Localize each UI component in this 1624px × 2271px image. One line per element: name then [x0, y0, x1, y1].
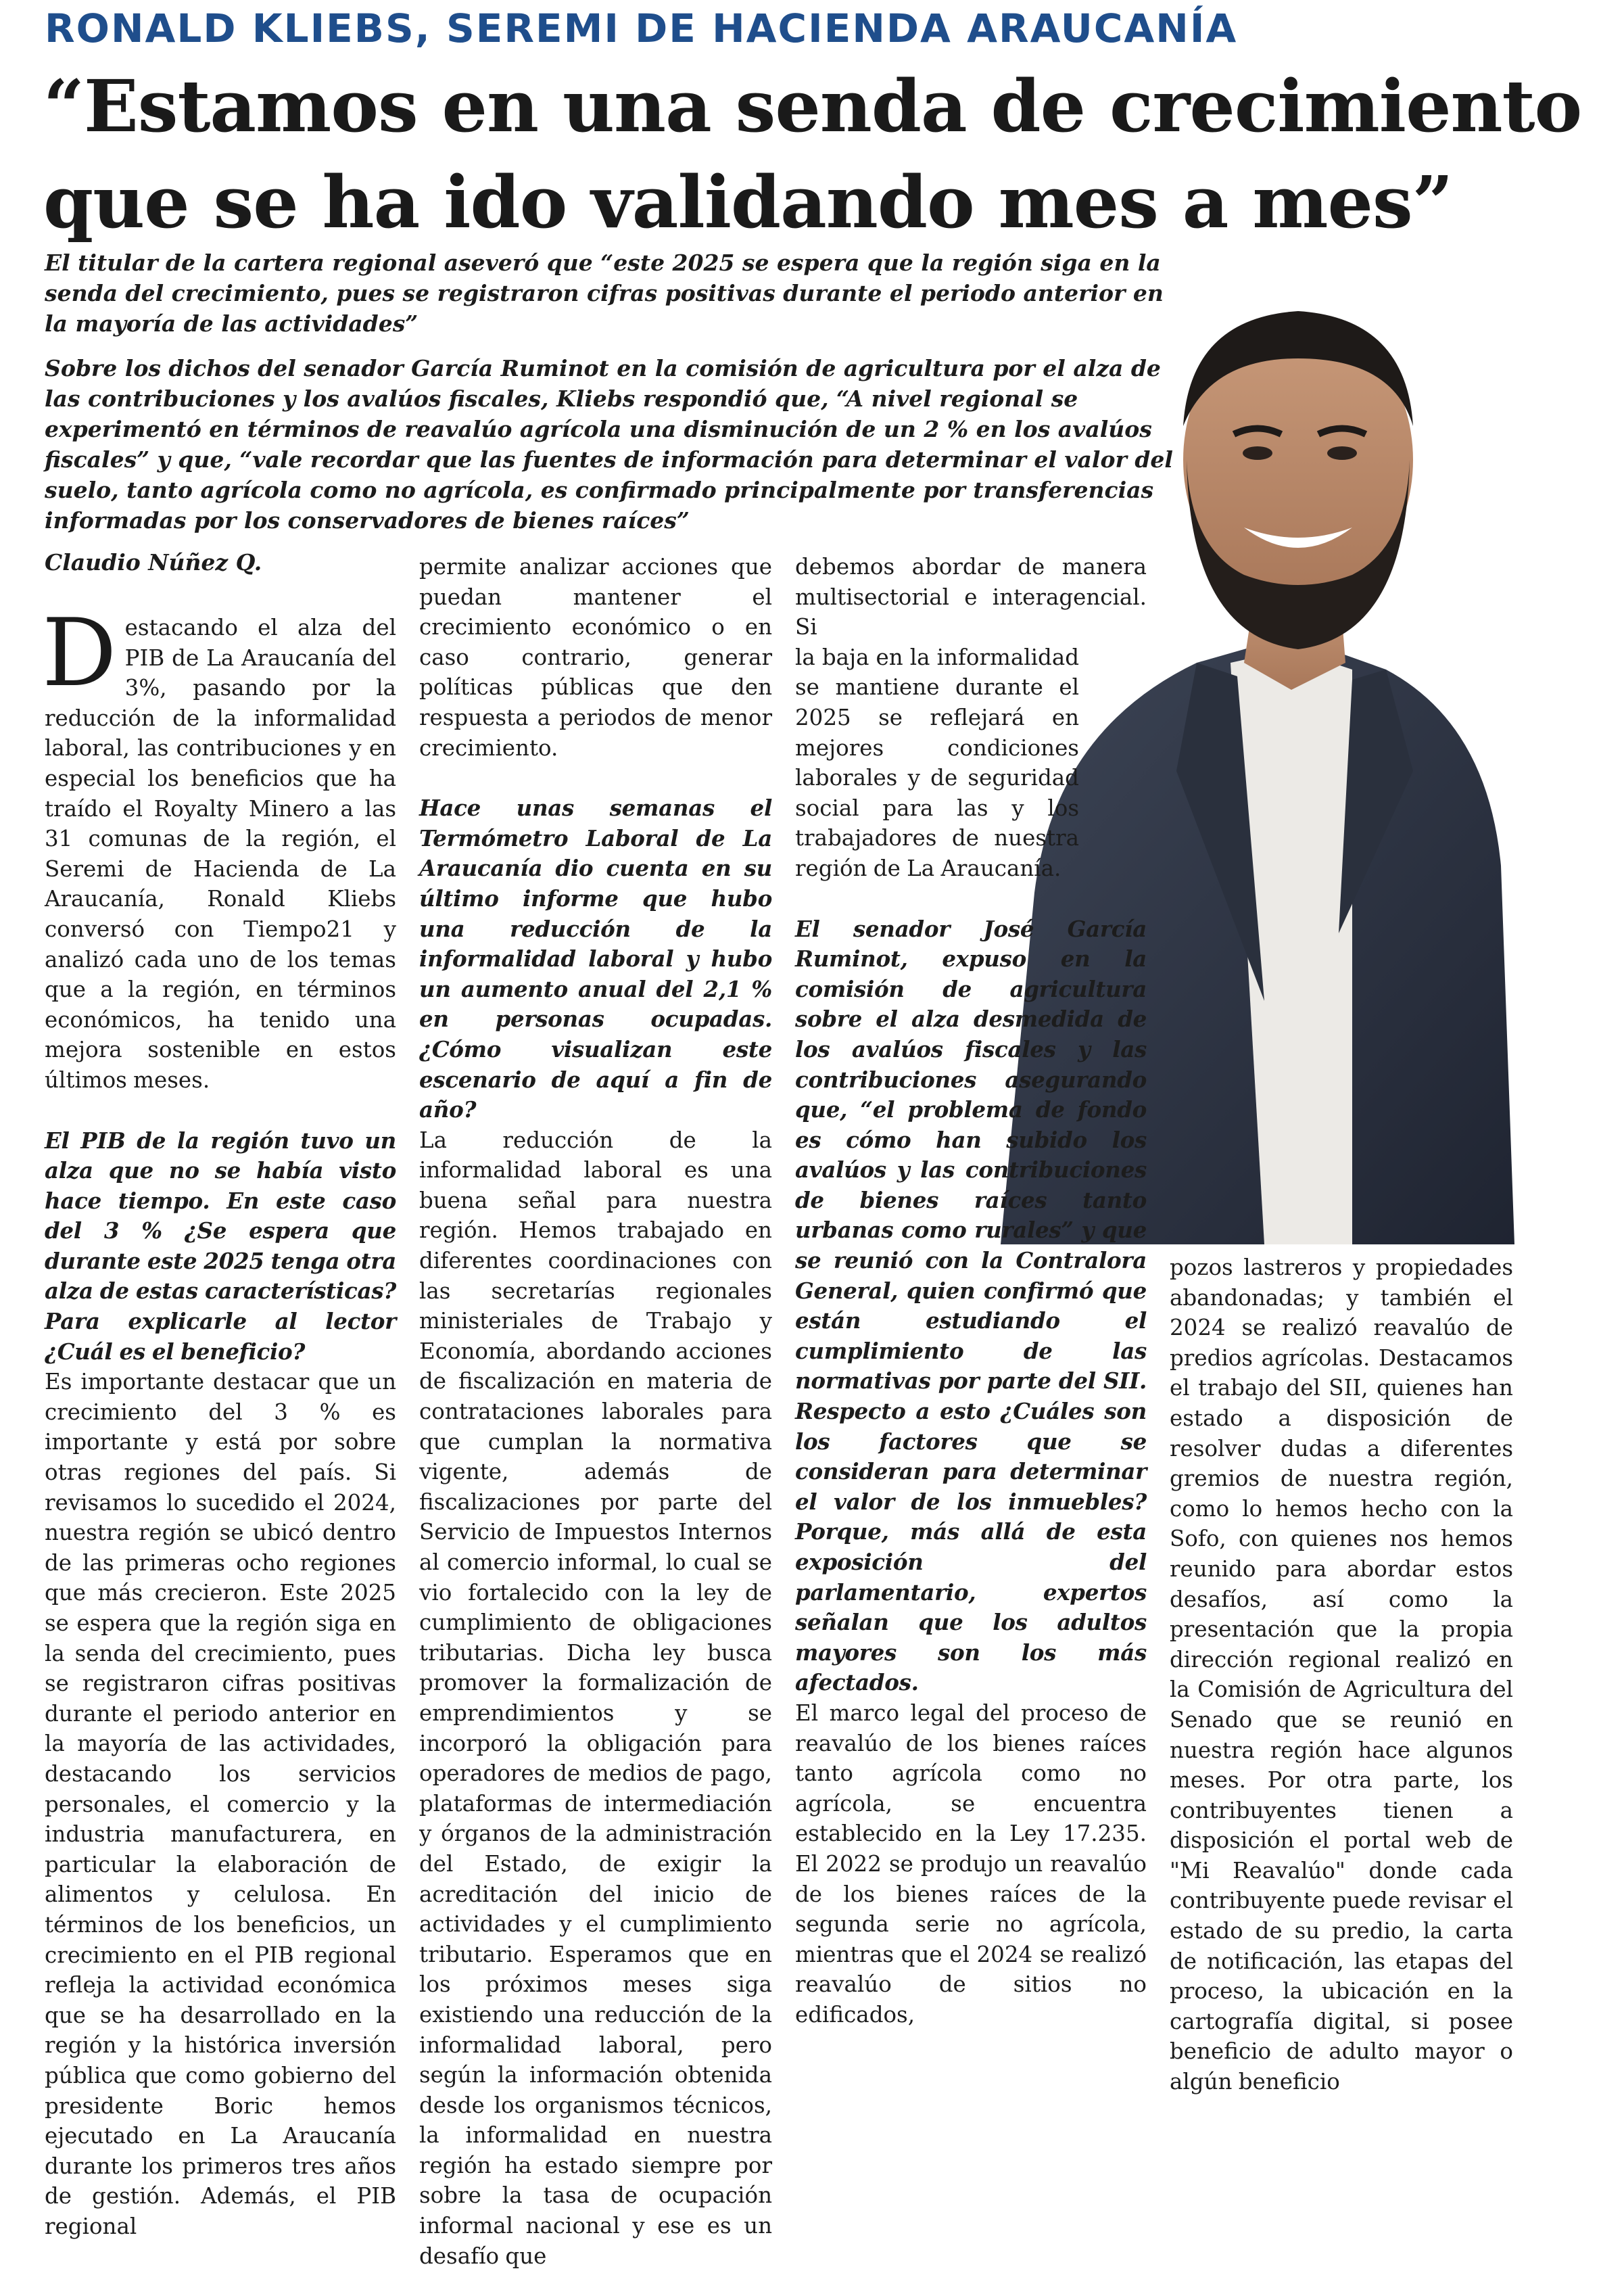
byline: Claudio Núñez Q. — [45, 549, 262, 576]
article-column-2 — [419, 552, 772, 2269]
answer-2-continued-b: la baja en la informalidad se mantiene durante el 2025 se reflejará en mejores condiciones laborales y de seguridad social para las y los trabajadores de nuestra región de La Araucanía. — [795, 644, 1079, 881]
section-kicker: RONALD KLIEBS, SEREMI DE HACIENDA ARAUCANÍA — [45, 5, 1238, 51]
lead-paragraph-1: El titular de la cartera regional aseveró que “este 2025 se espera que la región siga en la senda del crecimiento, pues se registraron cifras positivas durante el periodo anterior en la mayoría de las actividades” — [45, 250, 1164, 337]
answer-3-continued: pozos lastreros y propiedades abandonadas; y también el 2024 se realizó reavalúo de predios agrícolas. Destacamos el trabajo del SII, quienes han estado a disposición de resolver dudas a diferentes gremios de nuestra región, como lo hemos hecho con la Sofo, con quienes nos hemos reunido para abordar estos desafíos, así como la presentación que la propia dirección regional realizó en la Comisión de Agricultura del Senado que se reunió en nuestra región hace algunos meses. Por otra parte, los contribuyentes tienen a disposición el portal web de "Mi Reavalúo" donde cada contribuyente puede revisar el estado de su predio, la carta de notificación, las etapas del proceso, la ubicación en la cartografía digital, si posee beneficio de adulto mayor o algún beneficio — [1170, 1255, 1513, 2095]
article-column-1 — [42, 599, 396, 2239]
article-column-3 — [795, 552, 1147, 2060]
answer-2: La reducción de la informalidad laboral es una buena señal para nuestra región. Hemos trabajado en diferentes coordinaciones con las secretarías regionales ministeriales de Trabajo y Economía, abordando acciones de fiscalización en materia de contrataciones laborales para que cumplan la normativa vigente, además de fiscalizaciones por parte del Servicio de Impuestos Internos al comercio informal, lo cual se vio fortalecido con la ley de cumplimiento de obligaciones tributarias. Dicha ley busca promover la formalización de emprendimientos y se incorporó la obligación para operadores de medios de pago, plataformas de intermediación y órganos de la administración del Estado, de exigir la acreditación del inicio de actividades y el cumplimiento tributario. Esperamos que en los próximos meses siga existiendo una reducción de la informalidad laboral, pero según la información obtenida desde los organismos técnicos, la informalidad en nuestra región ha estado siempre por sobre la tasa de ocupación informal nacional y ese es un desafío que — [419, 1127, 772, 2269]
question-3: El senador José García Ruminot, expuso en la comisión de agricultura sobre el alza desmedida de los avalúos fiscales y las contribuciones asegurando que, “el problema de fondo es cómo han subido los avalúos y las contribuciones de bienes raíces tanto urbanas como rurales” y que se reunió con la Contralora General, quien confirmó que están estudiando el cumplimiento de las normativas por parte del SII. Respecto a esto ¿Cuáles son los factores que se consideran para determinar el valor de los inmuebles? Porque, más allá de esta exposición del parlamentario, expertos señalan que los adultos mayores son los más afectados. — [795, 915, 1147, 1696]
drop-cap: D — [42, 599, 117, 707]
answer-1-continued: permite analizar acciones que puedan mantener el crecimiento económico o en caso contrario, generar políticas públicas que den respuesta a periodos de menor crecimiento. — [419, 554, 772, 761]
intro-paragraph — [42, 599, 396, 1096]
answer-2-continued-a: debemos abordar de manera multisectorial e interagencial. Si — [795, 554, 1147, 640]
answer-1: Es importante destacar que un crecimiento del 3 % es importante y está por sobre otras regiones del país. Si revisamos lo sucedido el 2024, nuestra región se ubicó dentro de las primeras ocho regiones que más crecieron. Este 2025 se espera que la región siga en la senda del crecimiento, pues se registraron cifras positivas durante el periodo anterior en la mayoría de las actividades, destacando los servicios personales, el comercio y la industria manufacturera, en particular la elaboración de alimentos y celulosa. En términos de los beneficios, un crecimiento en el PIB regional refleja la actividad económica que se ha desarrollado en la región y la histórica inversión pública que como gobierno del presidente Boric hemos ejecutado en La Araucanía durante los primeros tres años de gestión. Además, el PIB regional — [45, 1369, 396, 2239]
question-1: El PIB de la región tuvo un alza que no se había visto hace tiempo. En este caso del 3 % ¿Se espera que durante este 2025 tenga otra alza de estas características? Para explicarle al lector ¿Cuál es el beneficio? — [45, 1127, 396, 1365]
question-2: Hace unas semanas el Termómetro Laboral de La Araucanía dio cuenta en su último informe que hubo una reducción de la informalidad laboral y hubo un aumento anual del 2,1 % en personas ocupadas. ¿Cómo visualizan este escenario de aquí a fin de año? — [419, 795, 772, 1123]
article-column-4 — [1170, 1252, 1513, 2095]
headline: “Estamos en una senda de crecimiento que se ha ido validando mes a mes” — [43, 64, 1582, 244]
intro-text: estacando el alza del PIB de La Araucanía del 3%, pasando por la reducción de la informalidad laboral, las contribuciones y en especial los beneficios que ha traído el Royalty Minero a las 31 comunas de la región, el Seremi de Hacienda de La Araucanía, Ronald Kliebs conversó con Tiempo21 y analizó cada uno de los temas que a la región, en términos económicos, ha tenido una mejora sostenible en estos últimos meses. — [45, 615, 396, 1093]
lead-paragraph-2: Sobre los dichos del senador García Ruminot en la comisión de agricultura por el alza de las contribuciones y los avalúos fiscales, Kliebs respondió que, “A nivel regional se experimentó en términos de reavalúo agrícola una disminución de un 2 % en los avalúos fiscales” y que, “vale recordar que las fuentes de información para determinar el valor del suelo, tanto agrícola como no agrícola, es confirmado principalmente por transferencias informadas por los conservadores de bienes raíces” — [45, 355, 1173, 534]
answer-3: El marco legal del proceso de reavalúo de los bienes raíces tanto agrícola como no agrícola, se encuentra establecido en la Ley 17.235. El 2022 se produjo un reavalúo de los bienes raíces de la segunda serie no agrícola, mientras que el 2024 se realizó reavalúo de sitios no edificados, — [795, 1700, 1147, 2028]
